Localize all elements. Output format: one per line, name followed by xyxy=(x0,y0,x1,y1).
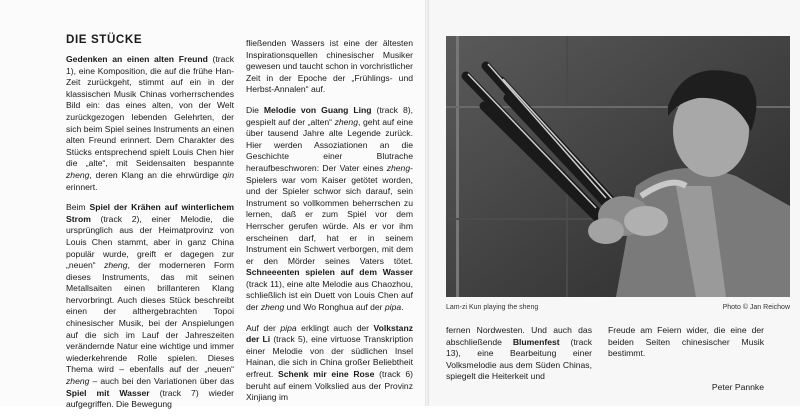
author-signature: Peter Pannke xyxy=(711,382,764,392)
piece-title: Melodie von Guang Ling xyxy=(263,104,372,115)
text-run: . xyxy=(401,302,404,313)
piece-title: Schenk mir eine Rose xyxy=(277,369,375,380)
instrument-term: zheng xyxy=(334,116,358,127)
text-run: Beim xyxy=(66,202,90,213)
book-gutter xyxy=(425,0,429,406)
instrument-term: zheng xyxy=(66,169,90,180)
text-run: erinnert. xyxy=(66,181,98,192)
text-run: , deren Klang an die ehrwürdige xyxy=(89,169,223,180)
instrument-term: zheng xyxy=(104,260,128,271)
text-column-2 xyxy=(246,38,413,413)
text-run: – auch bei den Variationen über das xyxy=(89,376,234,387)
paragraph xyxy=(246,323,413,404)
paragraph xyxy=(446,325,592,383)
text-run: (track 7) wieder aufgegriffen. Die Bewegung xyxy=(66,387,234,410)
photo-caption: Lam-zi Kun playing the sheng xyxy=(446,304,539,311)
text-run: (track 13), eine Bearbeitung einer Volksmelodie aus dem Süden Chinas, spiegelt die Heiterkeit und xyxy=(446,336,592,382)
instrument-term: zheng xyxy=(260,302,285,313)
musician-photo xyxy=(446,36,790,297)
text-column-3 xyxy=(446,325,592,392)
piece-title: Schneeenten spielen auf dem Wasser xyxy=(246,267,413,278)
instrument-term: zheng xyxy=(386,162,411,173)
photo-credit: Photo © Jan Reichow xyxy=(722,304,790,311)
text-run: (track 11), eine alte Melodie aus Chaozhou, schließlich ist ein Duett von Louis Chen auf der xyxy=(246,278,413,313)
instrument-term: zheng xyxy=(66,376,90,387)
section-heading: DIE STÜCKE xyxy=(66,33,143,46)
text-run: (track 6) beruht auf einem Volkslied aus der Provinz Xinjiang im xyxy=(246,369,413,403)
text-run: (track 5), eine virtuose Transkription einer Melodie von der südlichen Insel Hainan, die sich in China großer Beliebtheit erfreut. xyxy=(246,334,413,380)
text-run: , der moderneren Form dieses Instruments, das mit seinen Metallsaiten einen brillanteren Klang hervorbringt. Auch dieses Stück beschreibt einen der althergebrachten Topoi chinesischer Musik, bei der Anspielungen auf die sich im Lauf der Jahreszeiten verändernde Natur eine wichtige und immer wiederkehrende Rolle spielen. Dieses Thema wird – ebenfalls auf der „neuen“ xyxy=(66,260,234,375)
paragraph xyxy=(608,325,764,360)
text-run: -Spielers war vom Kaiser getötet worden, und der Spieler schwor sich darauf, sein Instrument so vollkommen beherrschen zu lernen, daß er zum Spiel vor dem Herrscher gerufen würde. Als er vor ihm erscheinen darf, hat er in seinem Instrument ein Schwert verborgen, mit dem er den Mörder seines Vaters tötet. xyxy=(246,162,413,266)
text-run: fließenden Wassers ist eine der ältesten Inspirationsquellen chinesischer Musiker gewesen und taucht schon in vorchristlicher Zeit in der Epoche der „Frühlings- und Herbst-Annalen“ auf. xyxy=(246,38,413,95)
instrument-term: qin xyxy=(222,169,234,180)
instrument-term: pipa xyxy=(280,322,297,333)
paragraph xyxy=(66,202,234,411)
text-run: und Wo Ronghua auf der xyxy=(284,302,385,313)
piece-title: Spiel der Krähen auf winterlichem Strom xyxy=(66,202,234,224)
text-run: fernen Nordwesten. Und auch das abschließende xyxy=(446,325,592,347)
piece-title: Spiel mit Wasser xyxy=(66,387,150,398)
instrument-term: pipa xyxy=(384,302,402,313)
text-run: Freude am Feiern wider, die eine der beiden Seiten chinesischer Musik bestimmt. xyxy=(608,325,764,359)
piece-title: Gedenken an einen alten Freund xyxy=(66,54,208,64)
text-run: (track 1), eine Komposition, die auf die frühe Han-Zeit zurückgeht, stimmt auf ein in der klassischen Musik Chinas vorherrschendes Bild ein: das eines alten, von der Welt zurückgezogen lebenden Gelehrten, der sich beim Spiel seines Instruments an einen alten Freund erinnert. Dem Charakter des Stücks entsprechend spielt Louis Chen hier die „alte“, mit Seidensaiten bespannte xyxy=(66,54,234,169)
text-run: (track 8), gespielt auf der „alten“ xyxy=(246,104,413,127)
paragraph xyxy=(246,105,413,314)
text-run: erklingt auch der xyxy=(296,322,374,333)
text-run: (track 2), einer Melodie, die ursprünglich aus der Heimatprovinz von Louis Chen stammt, aber in ganz China populär wurde, greift er dagegen zur „neuen“ xyxy=(66,213,234,271)
text-run: Auf der xyxy=(246,322,281,333)
paragraph xyxy=(66,54,234,193)
piece-title: Blumenfest xyxy=(512,336,560,347)
piece-title: Volkstanz der Li xyxy=(246,322,413,345)
text-column-4 xyxy=(608,325,764,369)
text-run: Die xyxy=(246,104,264,115)
sheng-player-image xyxy=(446,36,790,297)
paragraph xyxy=(246,38,413,96)
text-run: , geht auf eine über tausend Jahre alte Legende zurück. Hier werden Assoziationen an die Geschichte einer Blutrache heraufbeschworen: Der Vater eines xyxy=(246,116,413,173)
text-column-1 xyxy=(66,54,234,420)
